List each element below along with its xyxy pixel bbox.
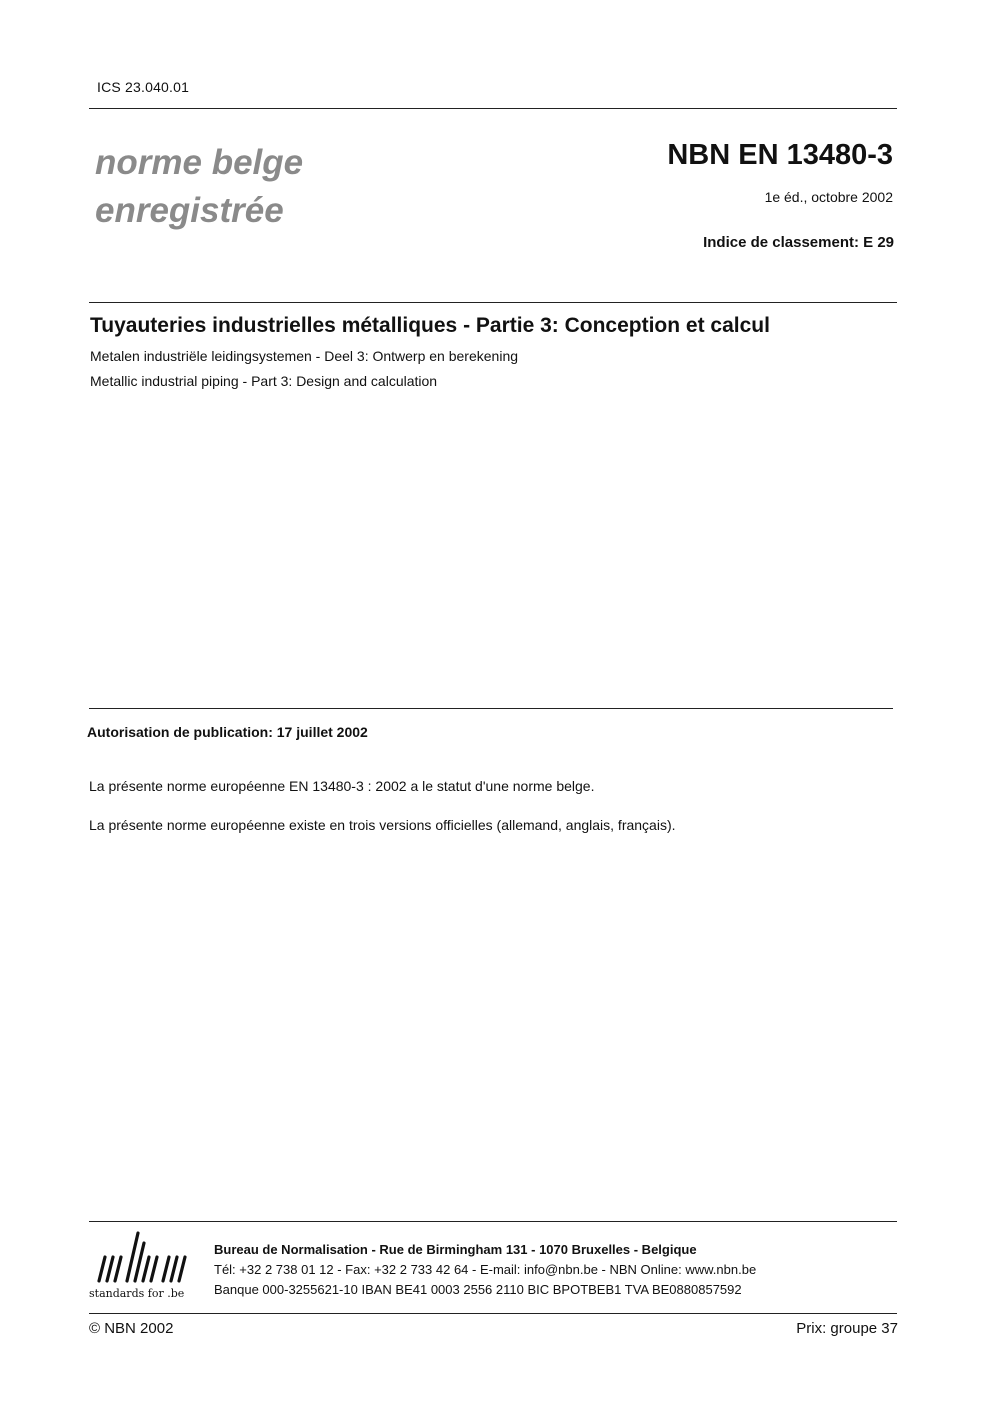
ics-code: ICS 23.040.01 bbox=[97, 79, 190, 95]
standard-number: NBN EN 13480-3 bbox=[667, 139, 893, 171]
title-dutch: Metalen industriële leidingsystemen - Deel 3: Ontwerp en berekening bbox=[90, 348, 519, 364]
price-group: Prix: groupe 37 bbox=[796, 1320, 898, 1337]
copyright: © NBN 2002 bbox=[89, 1320, 174, 1337]
statement-status: La présente norme européenne EN 13480-3 : 2002 a le statut d'une norme belge. bbox=[89, 778, 595, 794]
brand-title bbox=[95, 139, 303, 235]
statement-versions: La présente norme européenne existe en trois versions officielles (allemand, anglais, français). bbox=[89, 817, 676, 833]
header-divider bbox=[89, 108, 897, 109]
title-divider bbox=[89, 302, 897, 303]
brand-line-1: norme belge bbox=[95, 143, 304, 182]
footer-contact: Tél: +32 2 738 01 12 - Fax: +32 2 733 42 64 - E-mail: info@nbn.be - NBN Online: www.nbn.be bbox=[214, 1262, 757, 1277]
footer-divider bbox=[89, 1221, 897, 1222]
nbn-logo-mark bbox=[89, 1229, 201, 1287]
classification-index: Indice de classement: E 29 bbox=[703, 234, 894, 251]
footer-bank: Banque 000-3255621-10 IBAN BE41 0003 2556 2110 BIC BPOTBEB1 TVA BE0880857592 bbox=[214, 1282, 742, 1297]
brand-line-2: enregistrée bbox=[95, 191, 284, 230]
publication-divider bbox=[89, 708, 893, 709]
bottom-divider bbox=[89, 1313, 897, 1314]
title-french: Tuyauteries industrielles métalliques - Partie 3: Conception et calcul bbox=[90, 314, 770, 337]
nbn-logo bbox=[89, 1229, 201, 1305]
publication-authorisation: Autorisation de publication: 17 juillet 2002 bbox=[87, 724, 368, 740]
logo-caption: standards for .be bbox=[89, 1287, 185, 1300]
footer-address: Bureau de Normalisation - Rue de Birmingham 131 - 1070 Bruxelles - Belgique bbox=[214, 1242, 697, 1257]
edition-date: 1e éd., octobre 2002 bbox=[764, 189, 893, 205]
title-english: Metallic industrial piping - Part 3: Design and calculation bbox=[90, 373, 438, 389]
